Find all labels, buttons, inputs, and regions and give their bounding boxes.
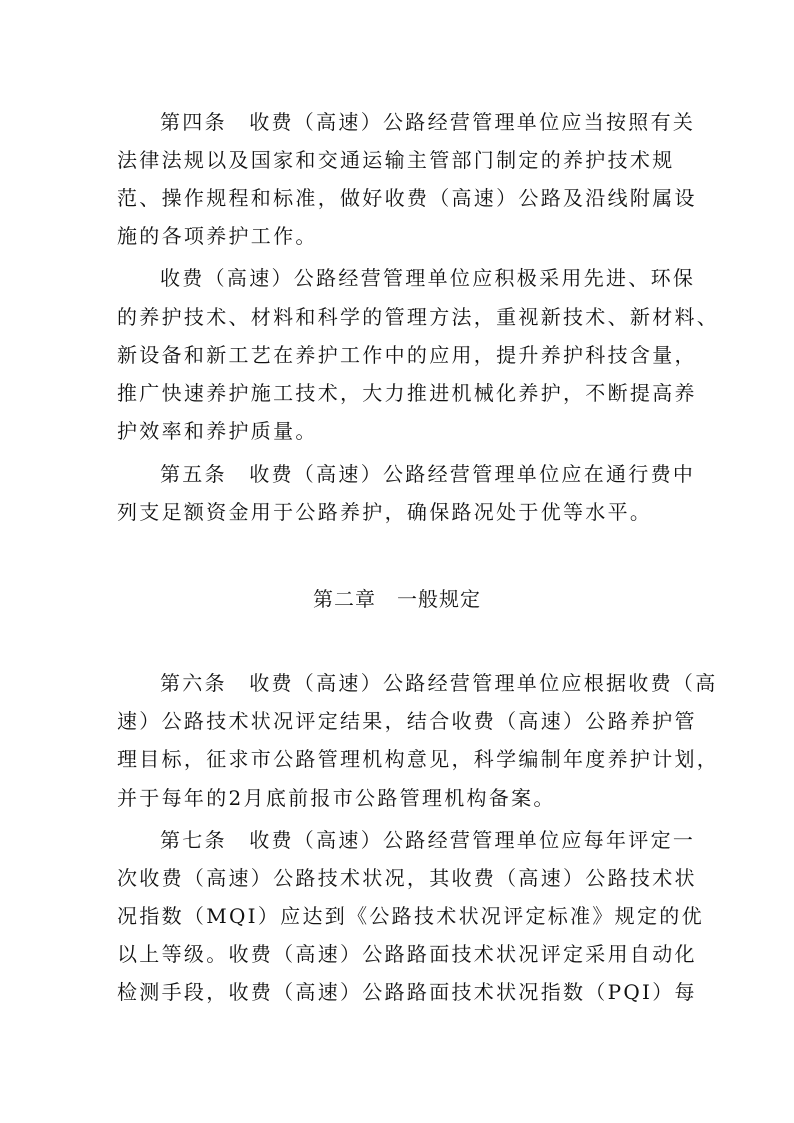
article-7-line-4: 以上等级。收费（高速）公路路面技术状况评定采用自动化 (117, 942, 697, 966)
article-4-para2-line-4: 推广快速养护施工技术，大力推进机械化养护，不断提高养 (117, 381, 697, 405)
article-4-line-2: 法律法规以及国家和交通运输主管部门制定的养护技术规 (117, 148, 675, 172)
article-5-line-1: 第五条 收费（高速）公路经营管理单位应在通行费中 (160, 462, 696, 486)
article-6-line-3: 理目标，征求市公路管理机构意见，科学编制年度养护计划， (117, 747, 720, 771)
article-4-para2-line-2: 的养护技术、材料和科学的管理方法，重视新技术、新材料、 (117, 305, 720, 329)
article-6-line-1: 第六条 收费（高速）公路经营管理单位应根据收费（高 (160, 671, 718, 695)
article-7-line-1: 第七条 收费（高速）公路经营管理单位应每年评定一 (160, 828, 696, 852)
chapter-heading: 第二章 一般规定 (313, 587, 481, 611)
article-4-para2-line-3: 新设备和新工艺在养护工作中的应用，提升养护科技含量， (117, 343, 697, 367)
article-4-line-1: 第四条 收费（高速）公路经营管理单位应当按照有关 (160, 110, 696, 134)
article-7-line-2: 次收费（高速）公路技术状况，其收费（高速）公路技术状 (117, 866, 697, 890)
article-6-line-2: 速）公路技术状况评定结果，结合收费（高速）公路养护管 (117, 709, 697, 733)
article-7-line-5: 检测手段，收费（高速）公路路面技术状况指数（PQI）每 (117, 980, 697, 1004)
article-4-line-4: 施的各项养护工作。 (117, 224, 318, 248)
article-4-para2-line-1: 收费（高速）公路经营管理单位应积极采用先进、环保 (160, 266, 696, 290)
article-4-para2-line-5: 护效率和养护质量。 (117, 419, 318, 443)
article-7-line-3: 况指数（MQI）应达到《公路技术状况评定标准》规定的优 (117, 904, 704, 928)
article-4-line-3: 范、操作规程和标准，做好收费（高速）公路及沿线附属设 (117, 186, 697, 210)
article-5-line-2: 列支足额资金用于公路养护，确保路况处于优等水平。 (117, 500, 653, 524)
article-6-line-4: 并于每年的2月底前报市公路管理机构备案。 (117, 786, 556, 810)
